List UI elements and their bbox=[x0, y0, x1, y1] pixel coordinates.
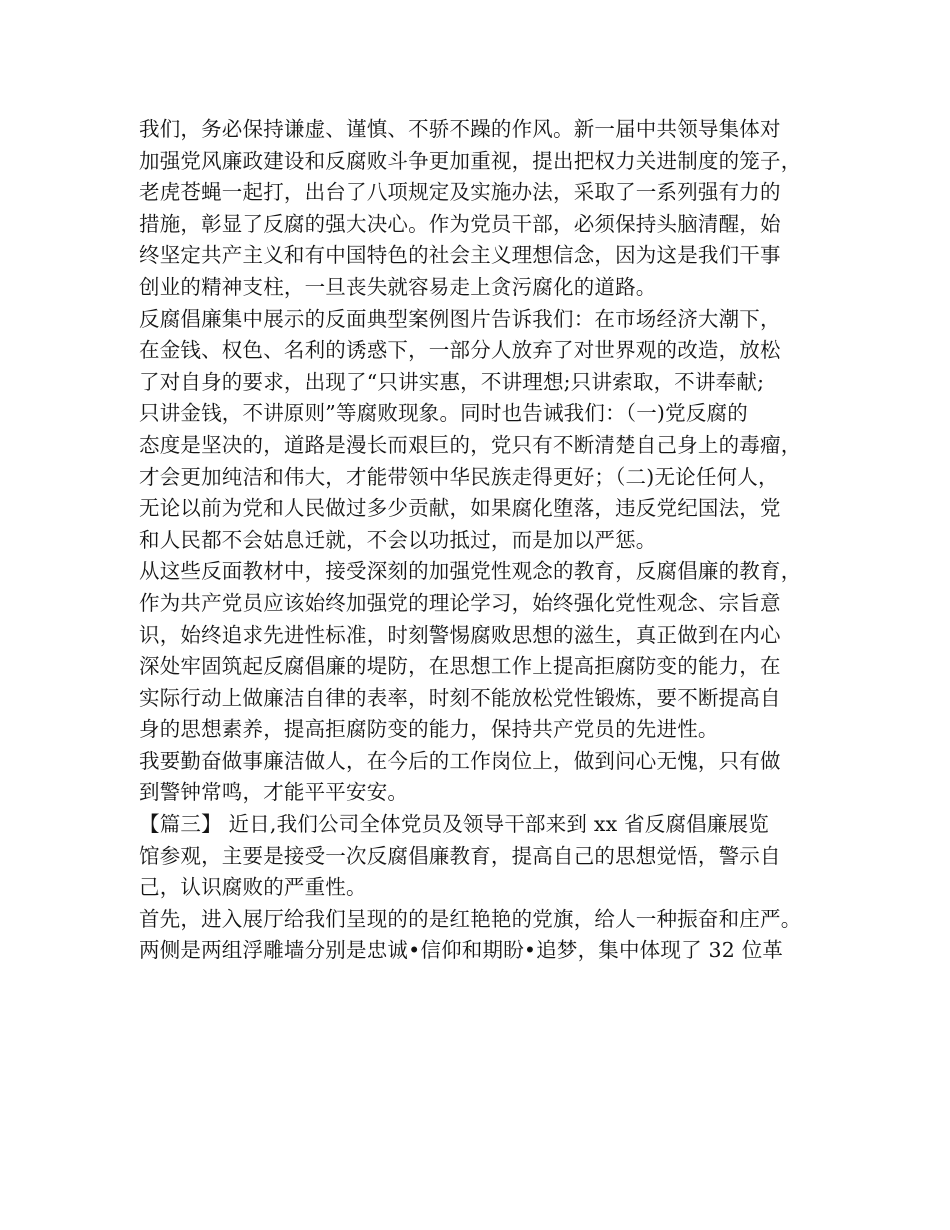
text-line: 我要勤奋做事廉洁做人，在今后的工作岗位上，做到问心无愧，只有做 bbox=[139, 748, 781, 773]
text-line: 两侧是两组浮雕墙分别是忠诚•信仰和期盼•追梦，集中体现了 32 位革 bbox=[139, 938, 784, 963]
text-line: 从这些反面教材中，接受深刻的加强党性观念的教育，反腐倡廉的教育， bbox=[139, 559, 802, 584]
text-line: 馆参观，主要是接受一次反腐倡廉教育，提高自己的思想觉悟，警示自 bbox=[139, 843, 781, 868]
text-line: 身的思想素养，提高拒腐防变的能力，保持共产党员的先进性。 bbox=[139, 717, 719, 742]
text-line: 【篇三】 近日,我们公司全体党员及领导干部来到 xx 省反腐倡廉展览 bbox=[139, 812, 769, 837]
text-line: 己，认识腐败的严重性。 bbox=[139, 875, 367, 900]
text-line: 措施，彰显了反腐的强大决心。作为党员干部，必须保持头脑清醒，始 bbox=[139, 211, 781, 236]
text-line: 首先，进入展厅给我们呈现的的是红艳艳的党旗，给人一种振奋和庄严。 bbox=[139, 906, 802, 931]
text-line: 无论以前为党和人民做过多少贡献，如果腐化堕落，违反党纪国法，党 bbox=[139, 496, 781, 521]
text-line: 老虎苍蝇一起打，出台了八项规定及实施办法，采取了一系列强有力的 bbox=[139, 180, 781, 205]
text-line: 到警钟常鸣，才能平平安安。 bbox=[139, 780, 409, 805]
text-line: 态度是坚决的，道路是漫长而艰巨的，党只有不断清楚自己身上的毒瘤， bbox=[139, 432, 802, 457]
text-line: 创业的精神支柱，一旦丧失就容易走上贪污腐化的道路。 bbox=[139, 274, 657, 299]
text-line: 深处牢固筑起反腐倡廉的堤防，在思想工作上提高拒腐防变的能力，在 bbox=[139, 654, 781, 679]
body-text bbox=[139, 114, 819, 967]
text-line: 加强党风廉政建设和反腐败斗争更加重视，提出把权力关进制度的笼子， bbox=[139, 148, 802, 173]
text-line: 和人民都不会姑息迁就，不会以功抵过，而是加以严惩。 bbox=[139, 527, 657, 552]
text-line: 我们，务必保持谦虚、谨慎、不骄不躁的作风。新一届中共领导集体对 bbox=[139, 117, 781, 141]
text-line: 反腐倡廉集中展示的反面典型案例图片告诉我们：在市场经济大潮下， bbox=[139, 306, 781, 331]
text-line: 在金钱、权色、名利的诱惑下，一部分人放弃了对世界观的改造，放松 bbox=[139, 338, 781, 363]
text-line: 终坚定共产主义和有中国特色的社会主义理想信念，因为这是我们干事 bbox=[139, 243, 781, 268]
text-line: 识，始终追求先进性标准，时刻警惕腐败思想的滋生，真正做到在内心 bbox=[139, 622, 781, 647]
text-line: 了对自身的要求，出现了“只讲实惠，不讲理想;只讲索取，不讲奉献; bbox=[139, 369, 765, 394]
text-line: 只讲金钱，不讲原则”等腐败现象。同时也告诫我们：（一)党反腐的 bbox=[139, 401, 748, 426]
text-line: 作为共产党员应该始终加强党的理论学习，始终强化党性观念、宗旨意 bbox=[139, 590, 781, 615]
text-line: 才会更加纯洁和伟大，才能带领中华民族走得更好；（二)无论任何人， bbox=[139, 464, 779, 489]
text-line: 实际行动上做廉洁自律的表率，时刻不能放松党性锻炼，要不断提高自 bbox=[139, 685, 781, 710]
